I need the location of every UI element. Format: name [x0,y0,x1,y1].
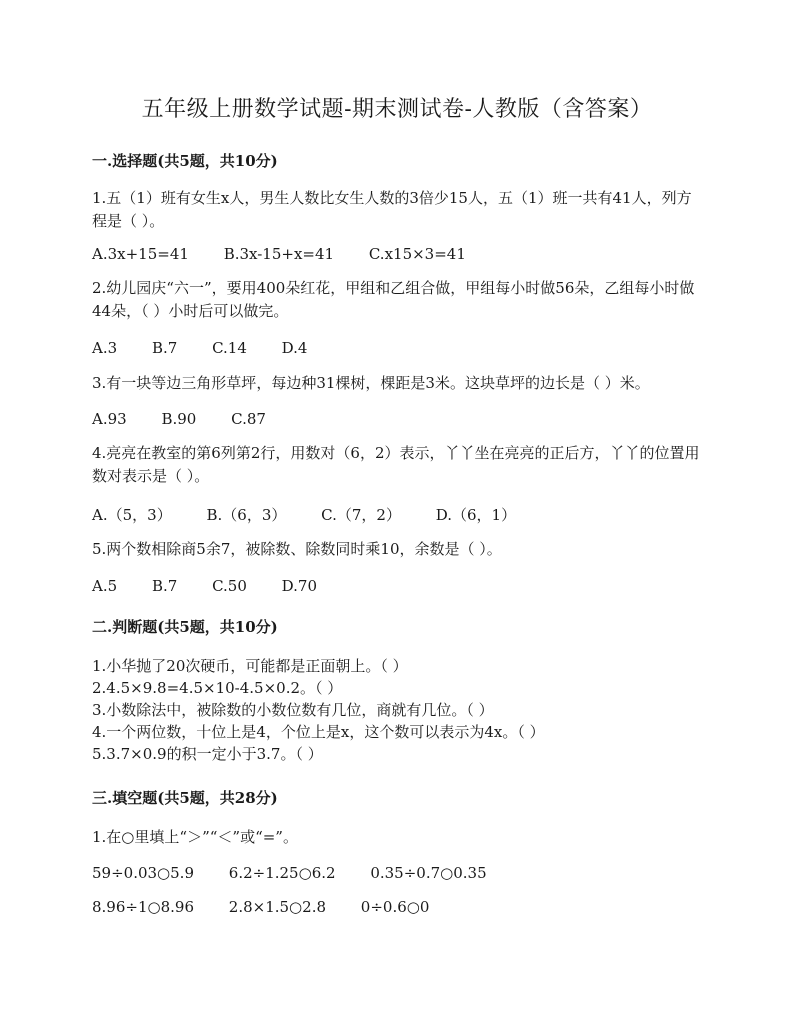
option-c: C.x15×3=41 [368,245,466,263]
comparison-item: 59÷0.03○5.9 [92,864,194,882]
question-choice-3: 3.有一块等边三角形草坪，每边种31棵树，棵距是3米。这块草坪的边长是（ ）米。 [92,374,650,392]
option-a: A.93 [92,410,127,428]
option-a: A.3x+15=41 [92,245,189,263]
options-choice-5 [92,577,347,595]
section-heading-judge: 二.判断题(共5题，共10分) [92,618,278,636]
option-a: A.（5，3） [92,506,172,524]
question-fill-1: 1.在○里填上“＞”“＜”或“=”。 [92,828,298,846]
question-choice-2: 2.幼儿园庆“六一”，要用400朵红花，甲组和乙组合做，甲组每小时做56朵，乙组每小时做44朵，（ ）小时后可以做完。 [92,279,695,320]
option-a: A.5 [92,577,118,595]
judge-item: 5.3.7×0.9的积一定小于3.7。（ ） [92,745,323,763]
comparison-item: 2.8×1.5○2.8 [228,898,327,916]
comparison-item: 0÷0.6○0 [360,898,430,916]
comparison-item: 0.35÷0.7○0.35 [370,864,487,882]
option-c: C.14 [212,339,247,357]
option-b: B.（6，3） [206,506,287,524]
options-choice-4 [92,504,546,525]
judge-item: 2.4.5×9.8=4.5×10-4.5×0.2。（ ） [92,679,343,697]
page-title: 五年级上册数学试题-期末测试卷-人教版（含答案） [141,97,653,122]
option-b: B.7 [151,339,178,357]
question-choice-5: 5.两个数相除商5余7，被除数、除数同时乘10，余数是（ ）。 [92,540,502,558]
option-c: C.50 [212,577,247,595]
option-d: D.70 [281,577,318,595]
judge-item: 3.小数除法中，被除数的小数位数有几位，商就有几位。（ ） [92,701,494,719]
option-b: B.3x-15+x=41 [223,245,335,263]
fill-row-1 [92,864,517,882]
question-choice-1: 1.五（1）班有女生x人，男生人数比女生人数的3倍少15人，五（1）班一共有41人，列方程是（ ）。 [92,189,692,230]
question-choice-4: 4.亮亮在教室的第6列第2行，用数对（6，2）表示，丫丫坐在亮亮的正后方，丫丫的位置用数对表示是（ ）。 [92,444,700,485]
option-d: D.（6，1） [435,506,517,524]
judge-item: 4.一个两位数，十位上是4，个位上是x，这个数可以表示为4x。（ ） [92,723,545,741]
judge-item: 1.小华抛了20次硬币，可能都是正面朝上。（ ） [92,657,408,675]
options-choice-2 [92,339,337,357]
options-choice-3 [92,410,296,428]
comparison-item: 6.2÷1.25○6.2 [228,864,336,882]
section-heading-fill: 三.填空题(共5题，共28分) [92,789,278,807]
section-heading-choice: 一.选择题(共5题，共10分) [92,152,278,170]
options-choice-1 [92,245,496,263]
comparison-item: 8.96÷1○8.96 [92,898,194,916]
fill-row-2 [92,898,459,916]
option-a: A.3 [92,339,118,357]
option-c: C.（7，2） [321,506,401,524]
option-c: C.87 [231,410,266,428]
option-b: B.90 [161,410,197,428]
judge-list [92,655,545,765]
option-d: D.4 [281,339,308,357]
option-b: B.7 [151,577,178,595]
